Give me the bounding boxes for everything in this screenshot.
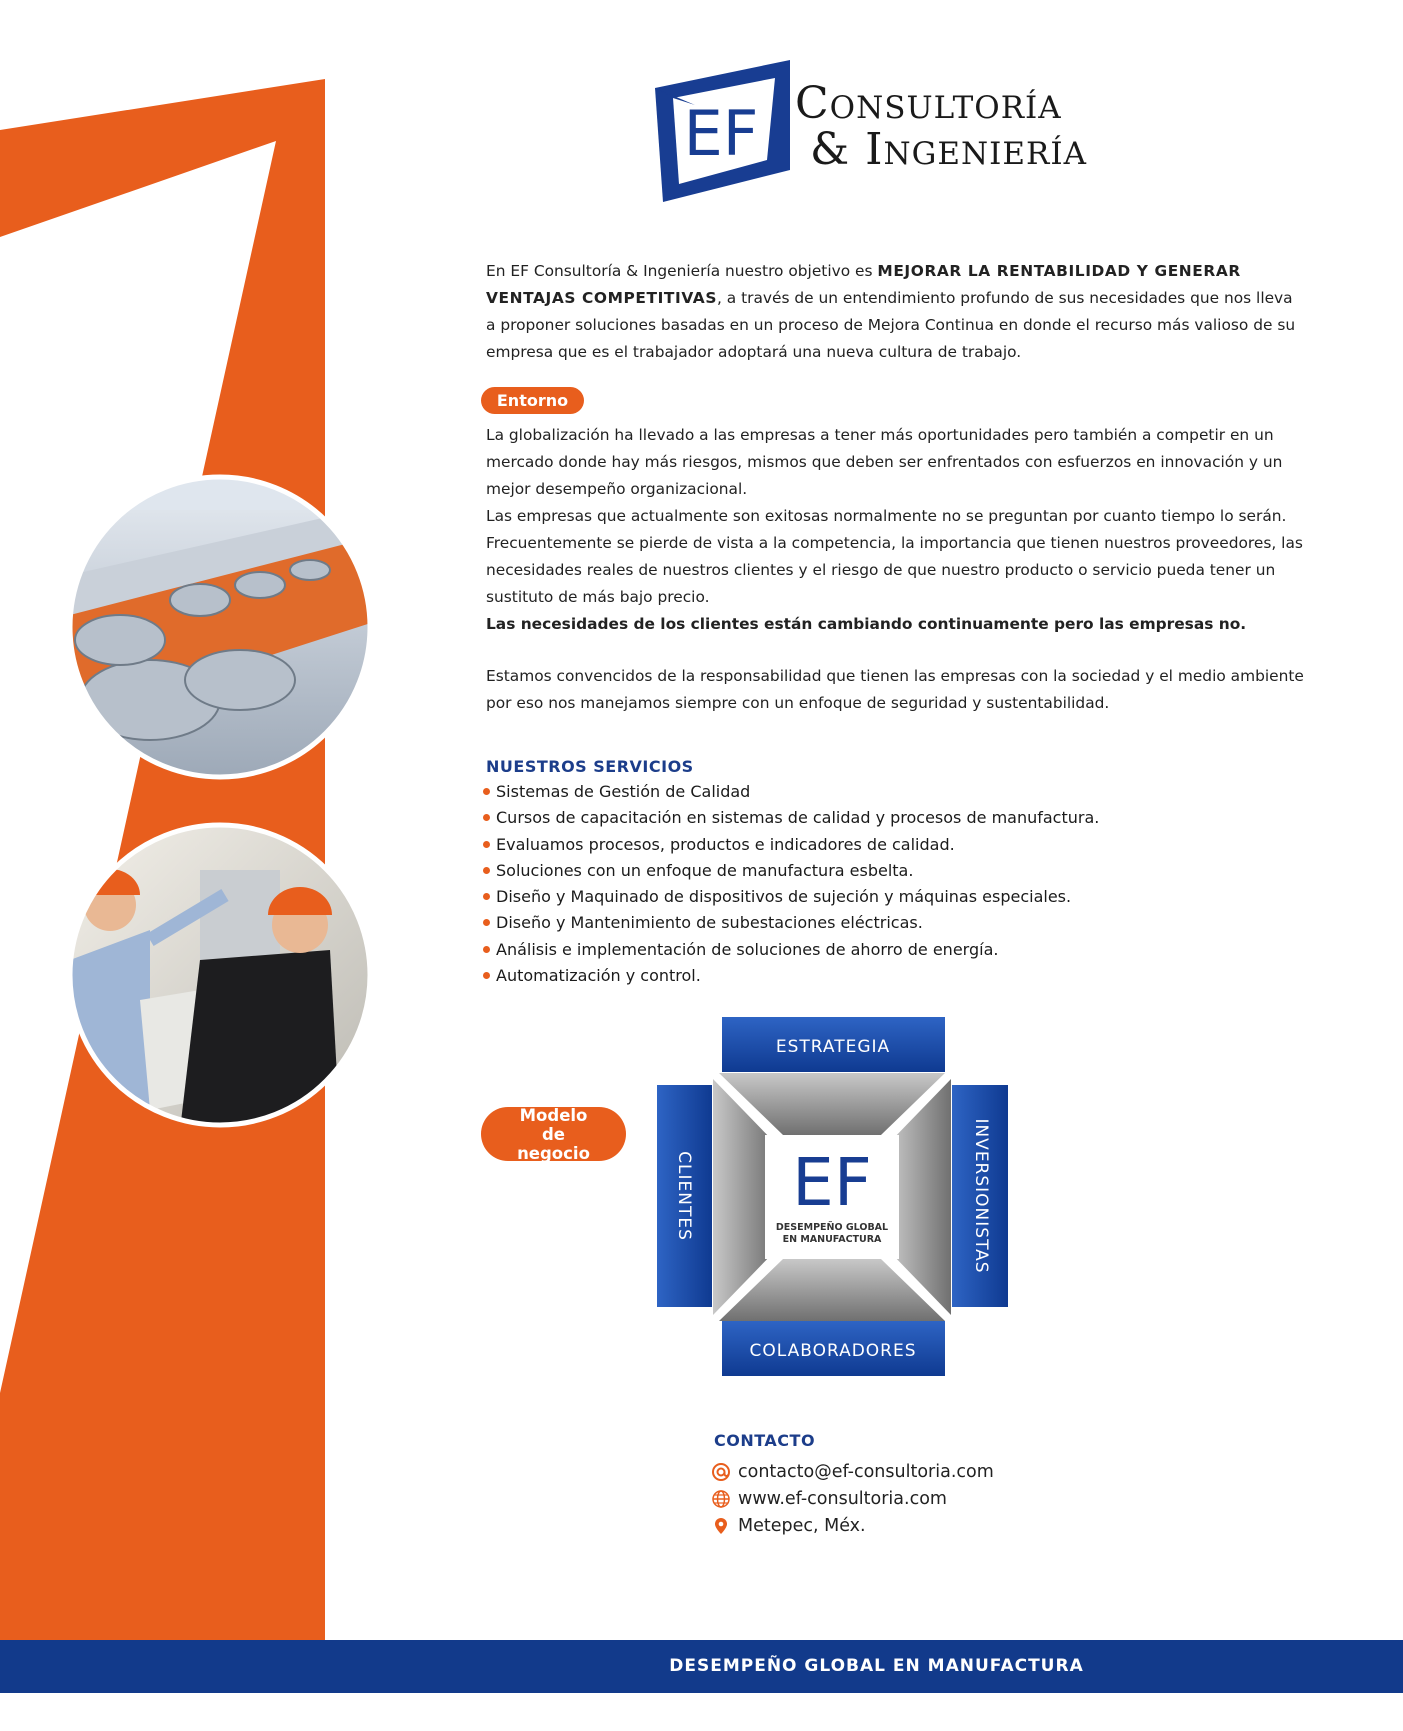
- contact-title: CONTACTO: [714, 1431, 816, 1450]
- contact-web[interactable]: www.ef-consultoria.com: [738, 1489, 947, 1509]
- globe-icon: [712, 1490, 730, 1508]
- service-text: Diseño y Mantenimiento de subestaciones eléctricas.: [496, 913, 923, 933]
- bullet-icon: [483, 814, 490, 821]
- service-text: Cursos de capacitación en sistemas de calidad y procesos de manufactura.: [496, 808, 1100, 828]
- business-model-diagram: [655, 1015, 1010, 1379]
- services-list: [483, 779, 1099, 989]
- logo-line1: Consultoría: [795, 78, 1062, 129]
- contact-location: Metepec, Méx.: [738, 1516, 866, 1536]
- service-text: Sistemas de Gestión de Calidad: [496, 782, 751, 801]
- ef-logo-icon: [655, 60, 790, 202]
- service-text: Evaluamos procesos, productos e indicadores de calidad.: [496, 834, 955, 854]
- intro-paragraph: [486, 258, 1306, 366]
- list-item: [483, 937, 1099, 963]
- service-text: Análisis e implementación de soluciones de ahorro de energía.: [496, 939, 999, 959]
- contact-email-row[interactable]: [712, 1462, 994, 1482]
- intro-lead: En EF Consultoría & Ingeniería nuestro objetivo es: [486, 262, 878, 280]
- entorno-section: [486, 422, 1306, 638]
- entorno-paragraph-3: Las necesidades de los clientes están cambiando continuamente pero las empresas no.: [486, 615, 1247, 633]
- bullet-icon: [483, 972, 490, 979]
- list-item: [483, 910, 1099, 936]
- bullet-icon: [483, 841, 490, 848]
- at-icon: [712, 1463, 730, 1481]
- photo-assembly-line: [60, 470, 390, 790]
- services-title: NUESTROS SERVICIOS: [486, 757, 694, 776]
- bullet-icon: [483, 893, 490, 900]
- bullet-icon: [483, 788, 490, 795]
- intro-rest: , a través de un entendimiento profundo de sus necesidades que nos lleva a proponer soluciones basadas en un proceso de Mejora Continua en donde el recurso más valioso de su empresa que es el trabajador adoptará una nueva cultura de trabajo.: [486, 289, 1296, 361]
- list-item: [483, 805, 1099, 831]
- model-label-bottom: COLABORADORES: [749, 1341, 917, 1361]
- list-item: [483, 963, 1099, 989]
- contact-location-row: [712, 1516, 866, 1536]
- model-label-left: CLIENTES: [674, 1151, 694, 1241]
- model-center-letters: EF: [792, 1144, 872, 1221]
- map-pin-icon: [712, 1517, 730, 1535]
- bullet-icon: [483, 946, 490, 953]
- logo-mark-letters: EF: [683, 97, 759, 170]
- list-item: [483, 858, 1099, 884]
- bullet-icon: [483, 919, 490, 926]
- modelo-negocio-text: Modelo de negocio: [517, 1105, 590, 1163]
- model-label-top: ESTRATEGIA: [775, 1037, 891, 1057]
- model-label-right: INVERSIONISTAS: [971, 1118, 991, 1274]
- intro-bold: MEJORAR LA RENTABILIDAD Y GENERAR VENTAJAS COMPETITIVAS: [486, 262, 1241, 307]
- model-center-line2: EN MANUFACTURA: [782, 1234, 882, 1245]
- footer-text: DESEMPEÑO GLOBAL EN MANUFACTURA: [669, 1656, 1084, 1676]
- entorno-paragraph-2: Las empresas que actualmente son exitosas normalmente no se preguntan por cuanto tiempo lo serán. Frecuentemente se pierde de vista a la competencia, la importancia que tienen nuestros proveedores, las necesidades reales de nuestros clientes y el riesgo de que nuestro producto o servicio pueda tener un sustituto de más bajo precio.: [486, 507, 1303, 606]
- responsibility-paragraph: Estamos convencidos de la responsabilidad que tienen las empresas con la sociedad y el medio ambiente por eso nos manejamos siempre con un enfoque de seguridad y sustentabilidad.: [486, 667, 1304, 712]
- logo-line2: & Ingeniería: [810, 124, 1088, 175]
- contact-web-row[interactable]: [712, 1489, 947, 1509]
- list-item: [483, 779, 1099, 805]
- bullet-icon: [483, 867, 490, 874]
- contact-email[interactable]: contacto@ef-consultoria.com: [738, 1462, 994, 1482]
- modelo-negocio-label: [481, 1107, 626, 1161]
- list-item: [483, 832, 1099, 858]
- entorno-label: Entorno: [481, 387, 584, 414]
- service-text: Diseño y Maquinado de dispositivos de sujeción y máquinas especiales.: [496, 887, 1072, 907]
- list-item: [483, 884, 1099, 910]
- service-text: Soluciones con un enfoque de manufactura esbelta.: [496, 860, 914, 880]
- model-center-line1: DESEMPEÑO GLOBAL: [775, 1222, 889, 1233]
- entorno-paragraph-1: La globalización ha llevado a las empresas a tener más oportunidades pero también a competir en un mercado donde hay más riesgos, mismos que deben ser enfrentados con esfuerzos en innovación y un mejor desempeño organizacional.: [486, 426, 1283, 498]
- service-text: Automatización y control.: [496, 966, 701, 986]
